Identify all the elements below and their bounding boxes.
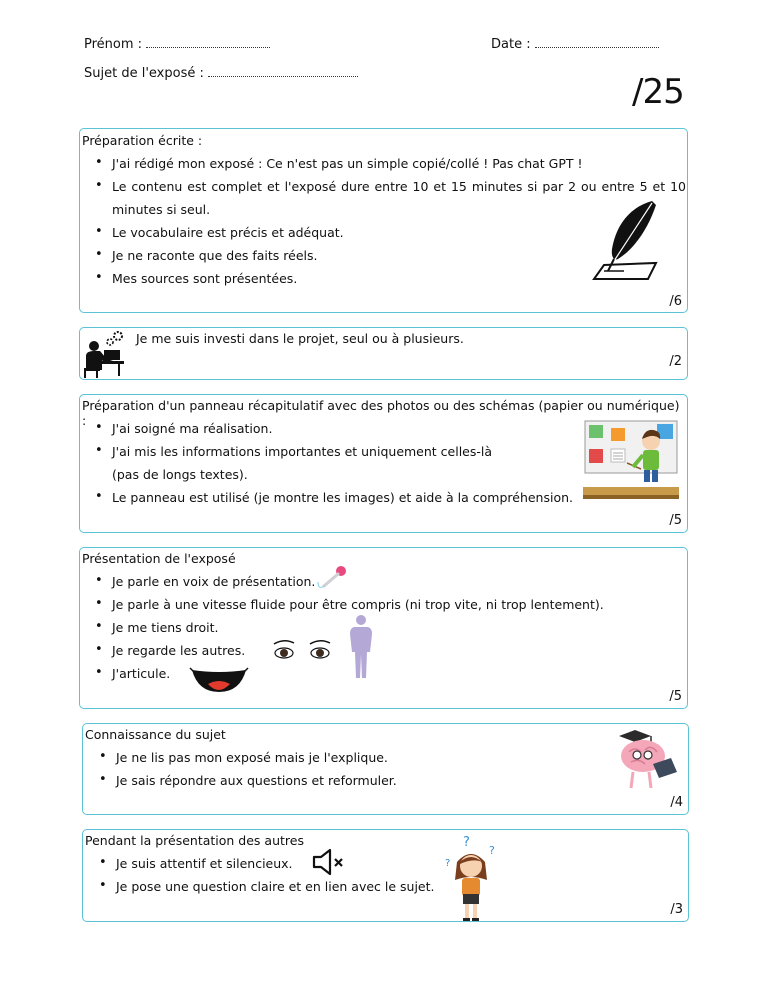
list-item: • Je suis attentif et silencieux. <box>116 856 293 871</box>
sujet-field[interactable] <box>84 66 358 81</box>
list-item: • Mes sources sont présentées. <box>112 271 297 286</box>
section-title: Préparation d'un panneau récapitulatif avec des photos ou des schémas (papier ou numérique) : <box>82 398 680 428</box>
prenom-label: Prénom : <box>84 37 143 52</box>
list-item-continuation: minutes si seul. <box>112 202 211 217</box>
list-item: • J'ai mis les informations importantes et uniquement celles-là <box>112 444 492 459</box>
child-at-board-icon <box>583 419 679 505</box>
silhouette-icon <box>348 614 374 680</box>
list-item: • Je ne raconte que des faits réels. <box>112 248 318 263</box>
section-panneau <box>79 394 688 533</box>
total-score: /25 <box>632 72 684 112</box>
section-connaissance <box>82 723 689 815</box>
list-item: • Je me tiens droit. <box>112 620 218 635</box>
section-title: Pendant la présentation des autres <box>85 833 304 848</box>
muted-speaker-icon <box>311 848 347 876</box>
brain-graduate-icon <box>615 728 681 792</box>
section-title: Connaissance du sujet <box>85 727 226 742</box>
feather-quill-icon <box>590 199 665 281</box>
sujet-blank <box>208 66 358 77</box>
mouth-icon <box>188 664 250 696</box>
microphone-icon <box>316 564 348 592</box>
svg-text:?: ? <box>445 858 451 869</box>
section-investissement <box>79 327 688 380</box>
list-item: • Je sais répondre aux questions et reformuler. <box>116 773 397 788</box>
list-item: • Le contenu est complet et l'exposé dure entre 10 et 15 minutes si par 2 ou entre 5 et 10 <box>112 179 686 194</box>
section-title: Présentation de l'exposé <box>82 551 236 566</box>
section-points: /2 <box>669 354 682 369</box>
svg-text:?: ? <box>489 844 495 857</box>
section-points: /5 <box>669 513 682 528</box>
sujet-label: Sujet de l'exposé : <box>84 66 204 81</box>
section-points: /4 <box>670 795 683 810</box>
section-points: /3 <box>670 902 683 917</box>
person-at-desk-icon <box>82 330 126 378</box>
list-item: • J'articule. <box>112 666 170 681</box>
investissement-text: Je me suis investi dans le projet, seul ou à plusieurs. <box>136 331 464 346</box>
list-item: • Le vocabulaire est précis et adéquat. <box>112 225 344 240</box>
section-presentation <box>79 547 688 709</box>
section-points: /5 <box>669 689 682 704</box>
list-item: • Le panneau est utilisé (je montre les images) et aide à la compréhension. <box>112 490 573 505</box>
curious-girl-icon <box>443 834 503 922</box>
section-title: Préparation écrite : <box>82 133 203 148</box>
section-ecoute <box>82 829 689 922</box>
prenom-field[interactable] <box>84 37 270 52</box>
prenom-blank <box>146 37 270 48</box>
svg-text:?: ? <box>463 835 470 850</box>
date-label: Date : <box>491 37 531 52</box>
date-blank <box>535 37 659 48</box>
list-item-continuation: (pas de longs textes). <box>112 467 248 482</box>
list-item: • Je regarde les autres. <box>112 643 245 658</box>
list-item: • Je pose une question claire et en lien avec le sujet. <box>116 879 435 894</box>
section-points: /6 <box>669 294 682 309</box>
list-item: • Je parle en voix de présentation. <box>112 574 315 589</box>
list-item: • Je ne lis pas mon exposé mais je l'explique. <box>116 750 388 765</box>
list-item: • Je parle à une vitesse fluide pour être compris (ni trop vite, ni trop lentement). <box>112 597 604 612</box>
date-field[interactable] <box>491 37 659 52</box>
list-item: • J'ai rédigé mon exposé : Ce n'est pas un simple copié/collé ! Pas chat GPT ! <box>112 156 583 171</box>
section-preparation-ecrite <box>79 128 688 313</box>
list-item: • J'ai soigné ma réalisation. <box>112 421 272 436</box>
